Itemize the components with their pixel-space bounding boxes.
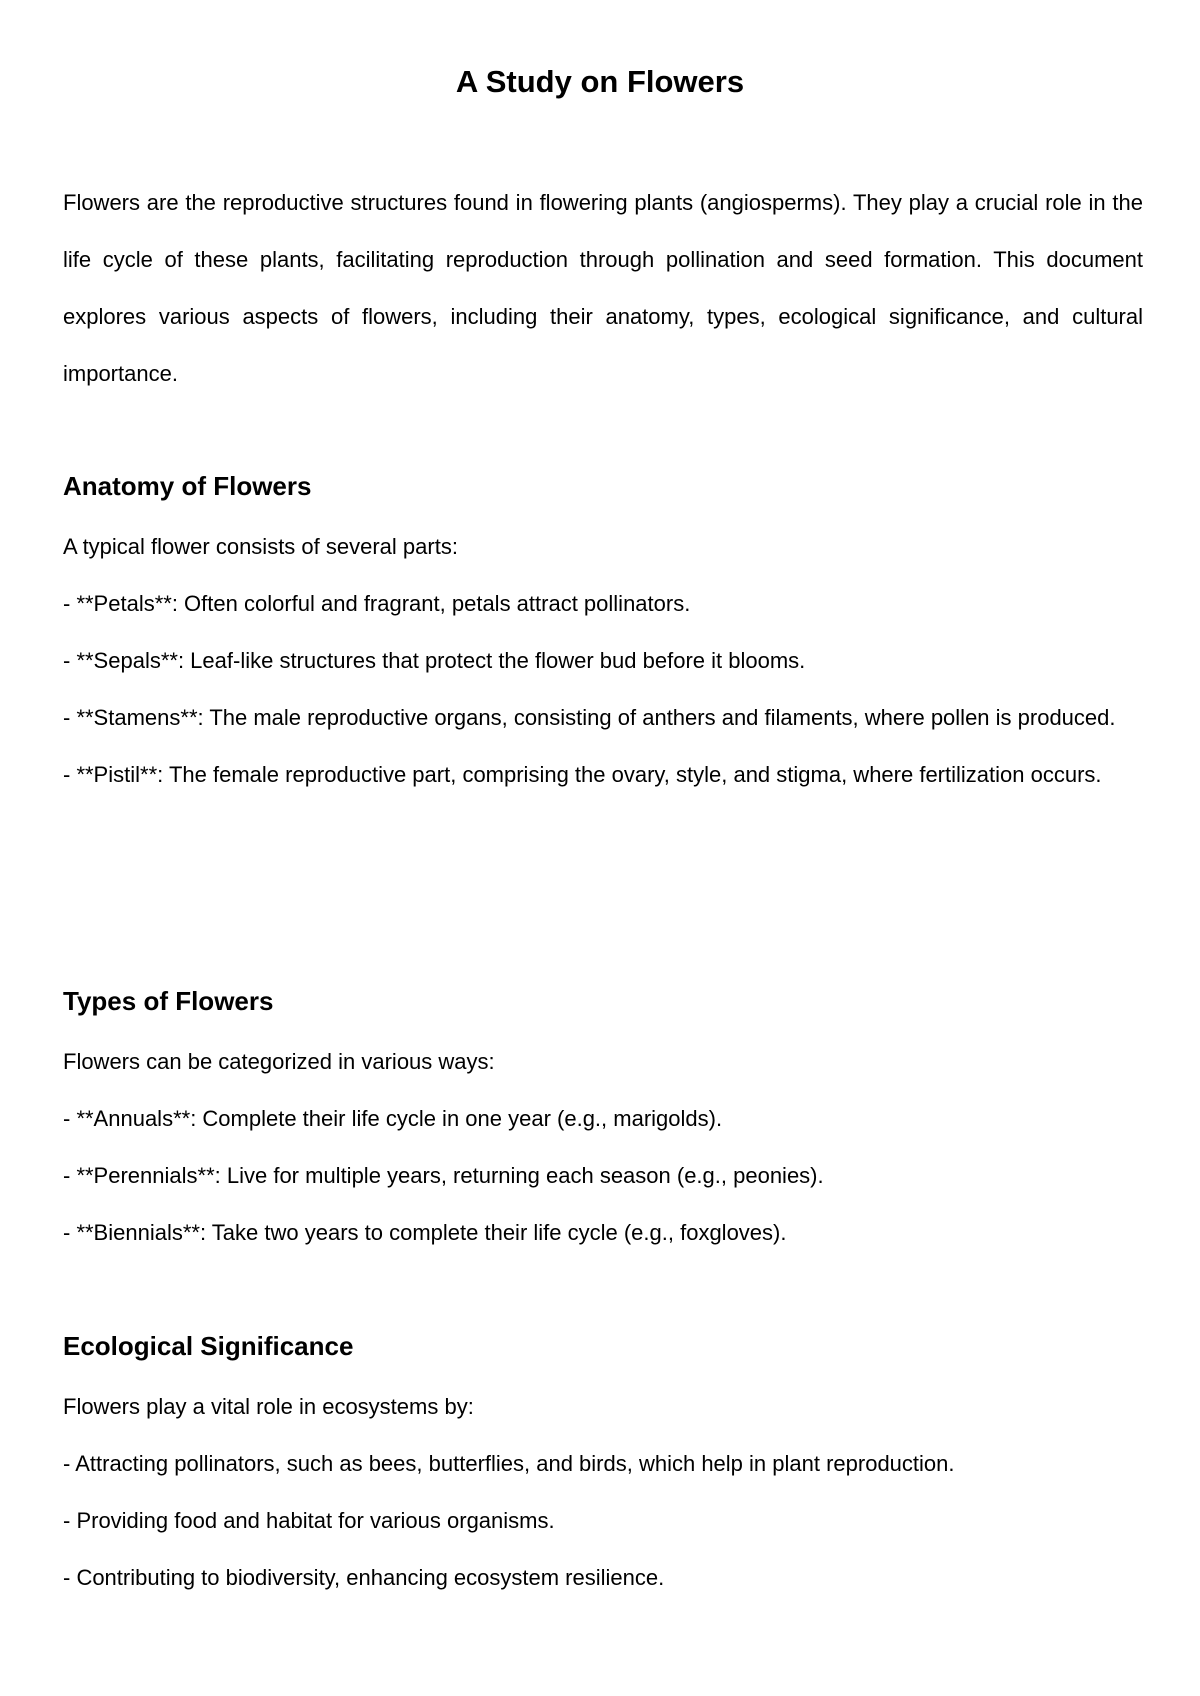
section-body-anatomy bbox=[63, 518, 1143, 803]
list-item-biennials: - **Biennials**: Take two years to complete their life cycle (e.g., foxgloves). bbox=[63, 1220, 787, 1245]
list-item-food-habitat: - Providing food and habitat for various organisms. bbox=[63, 1508, 555, 1533]
list-item-biodiversity: - Contributing to biodiversity, enhancing ecosystem resilience. bbox=[63, 1565, 665, 1590]
section-body-ecological bbox=[63, 1378, 1143, 1606]
list-item-stamens: - **Stamens**: The male reproductive organs, consisting of anthers and filaments, where pollen is produced. bbox=[63, 705, 1116, 730]
document-title: A Study on Flowers bbox=[455, 64, 745, 99]
section-lead-types: Flowers can be categorized in various ways: bbox=[63, 1049, 495, 1074]
section-heading-types: Types of Flowers bbox=[63, 986, 274, 1016]
list-item-petals: - **Petals**: Often colorful and fragrant, petals attract pollinators. bbox=[63, 591, 691, 616]
list-item-sepals: - **Sepals**: Leaf-like structures that protect the flower bud before it blooms. bbox=[63, 648, 806, 673]
list-item-pistil: - **Pistil**: The female reproductive part, comprising the ovary, style, and stigma, where fertilization occurs. bbox=[63, 762, 1102, 787]
section-body-types bbox=[63, 1033, 1143, 1261]
section-lead-anatomy: A typical flower consists of several parts: bbox=[63, 534, 458, 559]
intro-paragraph: Flowers are the reproductive structures found in flowering plants (angiosperms). They play a crucial role in the life cycle of these plants, facilitating reproduction through pollination and seed formation. This document explores various aspects of flowers, including their anatomy, types, ecological significance, and cultural importance. bbox=[63, 190, 1143, 386]
list-item-pollinators: - Attracting pollinators, such as bees, butterflies, and birds, which help in plant reproduction. bbox=[63, 1451, 955, 1476]
list-item-perennials: - **Perennials**: Live for multiple years, returning each season (e.g., peonies). bbox=[63, 1163, 824, 1188]
section-lead-ecological: Flowers play a vital role in ecosystems by: bbox=[63, 1394, 474, 1419]
section-heading-ecological: Ecological Significance bbox=[63, 1331, 354, 1361]
list-item-annuals: - **Annuals**: Complete their life cycle in one year (e.g., marigolds). bbox=[63, 1106, 723, 1131]
section-heading-anatomy: Anatomy of Flowers bbox=[63, 471, 312, 501]
